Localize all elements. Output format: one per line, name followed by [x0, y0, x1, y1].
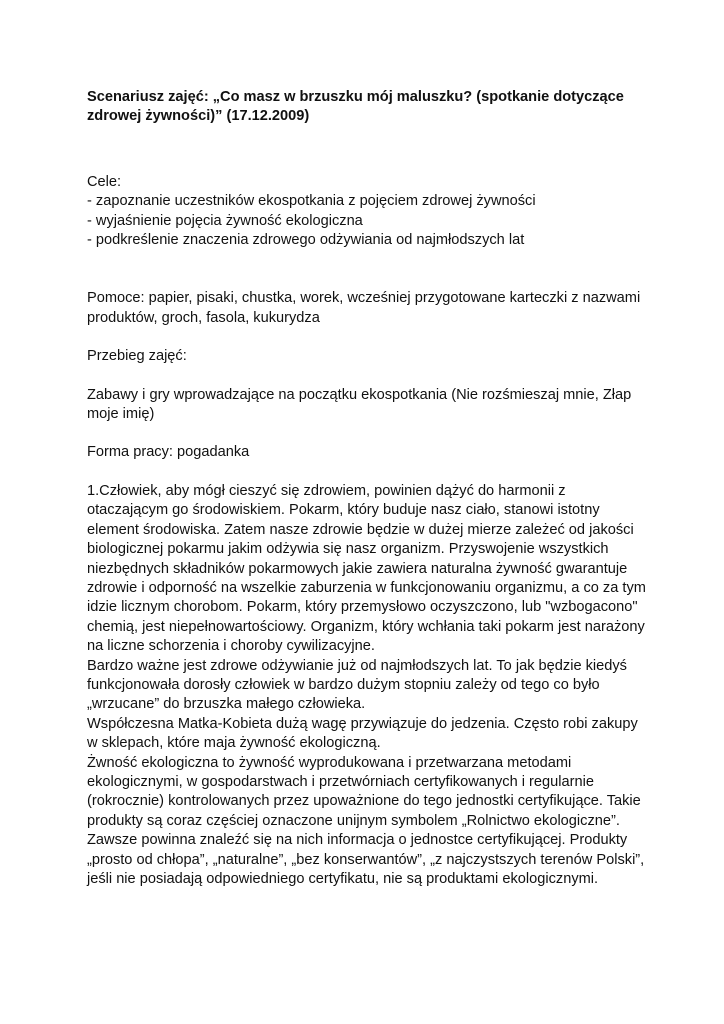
body-paragraph: 1.Człowiek, aby mógł cieszyć się zdrowiem, powinien dążyć do harmonii z otaczającym go środowiskiem. Pokarm, który buduje nasz ciało, stanowi istotny element środowiska. Zatem nasze zdrowie będzie w dużej mierze zależeć od jakości biologicznej pokarmu jakim odżywia się nasz organizm. Przyswojenie wszystkich niezbędnych składników pokarmowych jakie zawiera naturalna żywność gwarantuje zdrowie i odporność na wszelkie zaburzenia w funkcjonowaniu organizmu, a co za tym idzie licznym chorobom. Pokarm, który przemysłowo oczyszczono, lub "wzbogacono" chemią, jest niepełnowartościowy. Organizm, który wchłania taki pokarm jest narażony na liczne schorzenia i choroby cywilizacyjne.: [87, 482, 646, 655]
goal-item: - wyjaśnienie pojęcia żywność ekologiczna: [87, 212, 363, 229]
goal-item: - podkreślenie znaczenia zdrowego odżywiania od najmłodszych lat: [87, 232, 525, 249]
goals-section: [87, 173, 647, 251]
document-page: [87, 88, 647, 889]
body-paragraph: Bardzo ważne jest zdrowe odżywianie już od najmłodszych lat. To jak będzie kiedyś funkcjonowała dorosły człowiek w bardzo dużym stopniu zależy od tego co było „wrzucane” do brzuszka małego człowieka.: [87, 657, 627, 713]
body-text: [87, 482, 647, 890]
aids-paragraph: Pomoce: papier, pisaki, chustka, worek, wcześniej przygotowane karteczki z nazwami produktów, groch, fasola, kukurydza: [87, 290, 641, 326]
body-paragraph: Współczesna Matka-Kobieta dużą wagę przywiązuje do jedzenia. Często robi zakupy w sklepach, które maja żywność ekologiczną.: [87, 715, 638, 752]
document-title: Scenariusz zajęć: „Co masz w brzuszku mój maluszku? (spotkanie dotyczące zdrowej żywności)” (17.12.2009): [87, 89, 624, 125]
work-form-paragraph: Forma pracy: pogadanka: [87, 444, 250, 461]
course-heading: Przebieg zajęć:: [87, 348, 187, 365]
body-paragraph: Żwność ekologiczna to żywność wyprodukowana i przetwarzana metodami ekologicznymi, w gospodarstwach i przetwórniach certyfikowanych i regularnie (rokrocznie) kontrolowanych przez upoważnione do tego jednostki certyfikujące. Takie produkty są coraz częściej oznaczone unijnym symbolem „Rolnictwo ekologiczne”. Zawsze powinna znaleźć się na nich informacja o jednostce certyfikującej. Produkty „prosto od chłopa”, „naturalne”, „bez konserwantów”, „z najczystszych terenów Polski”, jeśli nie posiadają odpowiedniego certyfikatu, nie są produktami ekologicznymi.: [87, 754, 645, 887]
goals-heading: Cele:: [87, 173, 122, 190]
games-paragraph: Zabawy i gry wprowadzające na początku ekospotkania (Nie rozśmieszaj mnie, Złap moje imię): [87, 386, 632, 423]
goal-item: - zapoznanie uczestników ekospotkania z pojęciem zdrowej żywności: [87, 193, 536, 210]
